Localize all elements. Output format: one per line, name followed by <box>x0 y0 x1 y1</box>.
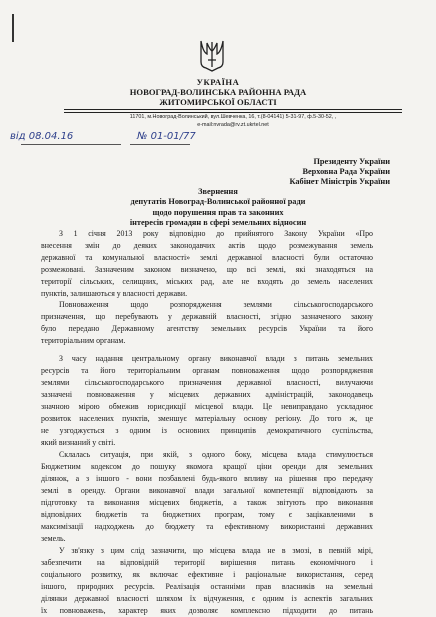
body-text-line: ділянки державної власності шляхом їх відчуження, є одним із аспектів загальних <box>41 594 373 603</box>
body-text-line: земель. <box>41 534 66 543</box>
body-text-line: зазначені повноваження у місцевих державних адміністрацій, законодавець <box>41 390 373 399</box>
date-underline <box>21 144 121 145</box>
body-text-line: пунктів, залишаються у власності держави. <box>41 289 188 298</box>
body-text-line: соціального розвитку, як включає ефективне і раціональне використання, серед <box>41 570 373 579</box>
document-subtitle-line: депутатів Новоград-Волинської районної ради <box>130 197 306 207</box>
body-text-line: підготовку та виконання місцевих бюджетів, а також звітують про виконання <box>41 498 373 507</box>
handwritten-date: від 08.04.16 <box>10 131 74 142</box>
header-council: НОВОГРАД-ВОЛИНСЬКА РАЙОННА РАДА <box>129 87 307 97</box>
recipient-president: Президенту України <box>313 157 390 166</box>
body-text-line: територіальним органам. <box>41 336 126 345</box>
body-text-line: максимізації надходжень до бюджету та ефективному використанні державних <box>41 522 373 531</box>
body-text-line: ділянок, а з іншого - вони позбавлені будь-якого впливу на рішення про передачу <box>41 474 373 483</box>
header-region: ЖИТОМИРСЬКОЇ ОБЛАСТІ <box>159 97 277 107</box>
document-subtitle-line: інтересів громадян в сфері земельних відносин <box>129 217 307 227</box>
body-text-line: внесення змін до деяких законодавчих актів щодо розмежування земель <box>41 241 373 250</box>
body-text-line: розмежовані. Зазначеним законом визначено, що всі землі, які знаходяться на <box>41 265 373 274</box>
body-text-line: З 1 січня 2013 року відповідно до прийнятого Закону України «Про <box>59 229 373 238</box>
document-title: Звернення <box>198 187 238 196</box>
document-subtitle-line: щодо порушення прав та законних <box>152 207 284 217</box>
header-country: УКРАЇНА <box>196 77 240 87</box>
body-text-line: їх повноважень, характер яких дозволяє комплексно підходити до питань <box>41 606 373 615</box>
margin-pen-mark <box>12 14 14 42</box>
header-email: e-mail:nvrada@rv.zt.ukrtel.net <box>197 121 269 128</box>
body-text-line: відповідних бюджетів та бюджетних програм, тому є зацікавленими в <box>41 510 373 519</box>
body-text-line: землями сільськогосподарського призначення державної власності, вилучаючи <box>41 378 373 387</box>
recipient-parliament: Верховна Рада України <box>302 167 390 176</box>
trident-emblem-icon <box>199 38 225 72</box>
body-text-line: який визнаний у світі. <box>41 438 116 447</box>
body-text-line: призначення, що перебувають у державній власності, згідно зазначеного закону <box>41 312 373 321</box>
header-rule-thin <box>64 112 402 113</box>
body-text-line: державної та комунальної власності» землі державної власності були остаточно <box>41 253 373 262</box>
body-text-line: забезпечити на відповідній території вирішення питань економічного і <box>41 558 373 567</box>
body-text-line: Повноваження щодо розпорядження землями сільськогосподарського <box>59 300 373 309</box>
body-text-line: не узгоджується з одним із основних принципів демократичного суспільства, <box>41 426 373 435</box>
body-text-line: іншого, природних ресурсів. Реалізація останніми прав власників на земельні <box>41 582 373 591</box>
body-text-line: території сільських, селищних, міських рад, але не входять до земель населених <box>41 277 373 286</box>
body-text-line: розвиток населених пунктів, зменшує матеріальну основу регіону. До того ж, це <box>41 414 373 423</box>
body-text-line: землі в оренду. Органи виконавчої влади загальної компетенції відповідають за <box>41 486 373 495</box>
body-text-line: було передано Державному агентству земельних ресурсів України та його <box>41 324 373 333</box>
handwritten-number: № 01-01/77 <box>137 131 196 142</box>
body-text-line: ресурсів та його територіальним органам повноваження щодо розпорядження <box>41 366 373 375</box>
body-text-line: З часу надання центральному органу виконавчої влади з питань земельних <box>59 354 373 363</box>
body-text-line: Бюджетним кодексом до пошуку якомога кращої ціни оренди для земельних <box>41 462 373 471</box>
body-text-line: У зв'язку з цим слід зазначити, що місцева влада не в змозі, в певній мірі, <box>59 546 373 555</box>
number-underline <box>130 144 190 145</box>
body-text-line: значною мірою обмежив юрисдикції місцевої влади. Це невиправдано ускладнює <box>41 402 373 411</box>
header-address: 11701, м.Новоград-Волинський, вул.Шевченка, 16, т.(8-04141) 5-31-97, ф.5-30-52, , <box>129 114 337 120</box>
body-text-line: Склалась ситуація, при якій, з одного боку, місцева влада стимулюється <box>59 450 373 459</box>
recipient-cabinet: Кабінет Міністрів України <box>289 177 390 186</box>
header-rule-thick <box>64 109 402 110</box>
